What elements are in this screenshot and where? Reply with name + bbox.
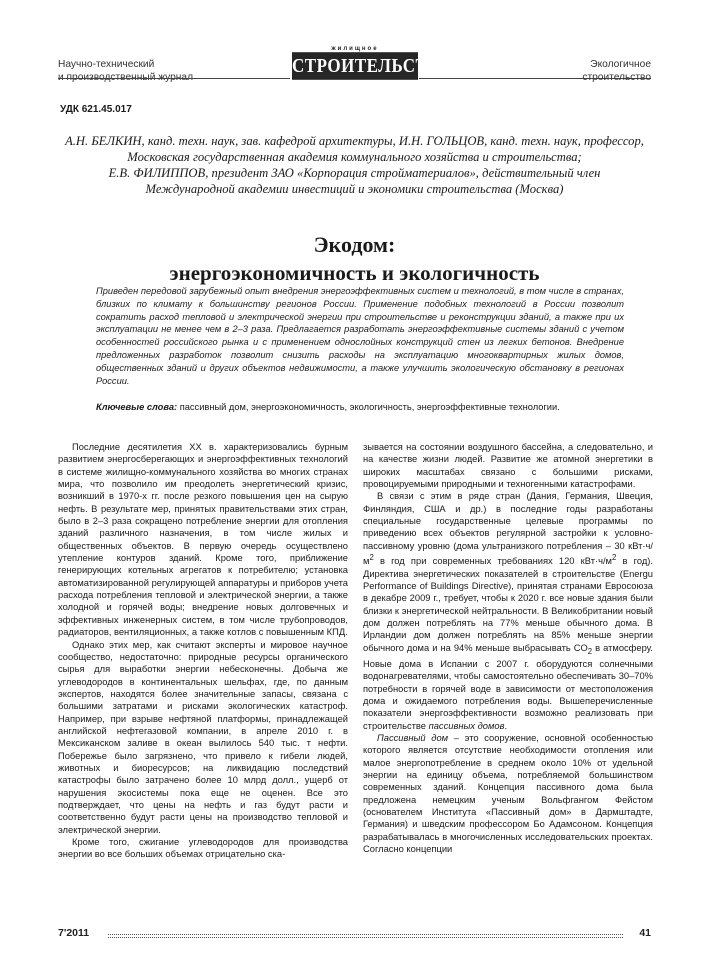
text-run: . (504, 720, 508, 731)
footer-rule (108, 934, 623, 938)
body-paragraph (363, 490, 653, 732)
superscript: 2 (611, 553, 617, 563)
page-number: 41 (639, 927, 651, 939)
journal-header (58, 44, 651, 92)
author-goltsov-name: И.Н. ГОЛЬЦОВ, (398, 134, 488, 148)
logo-small-text: жилищное (331, 46, 379, 52)
authors-line1 (40, 133, 669, 149)
issue-number: 7'2011 (58, 927, 90, 939)
section-name (582, 58, 651, 84)
text-run: – это сооружение, основной особенностью которого является отсутствие необходимости отопления или малое энергопотребление в среднем около 10% от удельной энергии на единицу объема, потребляемой большинством современных зданий. Концепция пассивного дома была предложена немецким ученым Вольфгангом Фейстом (основателем Института «Пассивный дом» в Дармштадте, Германия) и шведским профессором Бо Адамсоном. Концепция разрабатывалась в многочисленных исследовательских проектах. Согласно концепции (363, 732, 653, 854)
page-footer (58, 927, 651, 943)
body-column-right (363, 441, 653, 855)
text-run: В связи с этим в ряде стран (Дания, Германия, Швеция, Финляндия, США и др.) в последние годы разработаны специальные государственные целевые программы по приведению всех объектов регулярной застройки к условно-пассивному уровню (дома ультранизкого потребления – 30 кВт·ч/м (363, 491, 653, 567)
emphasis: Пассивный дом (377, 732, 449, 743)
text-run: в год). Директива энергетических показателей в строительстве (Energu Performance of Buildings Directive), принятая странами Евросоюза в декабре 2009 г., требует, чтобы к 2020 г. все новые здания были близки к энергетической нейтральности. В Великобритании новый дом должен потреблять на 77% меньше обычного дома. В Ирландии дом должен потреблять на 85% меньше энергии обычного дома и на 94% меньше выбрасывать CO (363, 556, 654, 653)
body-paragraph: Кроме того, сжигание углеводородов для производства энергии во все больших объемах отрицательно ска- (58, 837, 348, 860)
body-column-left (58, 441, 348, 861)
udc-code: УДК 621.45.017 (60, 104, 132, 115)
keywords (96, 401, 626, 413)
authors-affiliation1: Московская государственная академия коммунального хозяйства и строительства; (127, 150, 582, 164)
text-run: в год при современных требованиях 120 кВт·ч/м (373, 556, 612, 567)
author-filippov-desc: президент ЗАО «Корпорация стройматериалов», действительный член (208, 166, 601, 180)
logo-main-text: СТРОИТЕЛЬСТВО (292, 52, 418, 80)
section-name-line1: Экологичное (590, 59, 651, 70)
author-belkin-name: А.Н. БЕЛКИН, (65, 134, 145, 148)
subscript: 2 (587, 646, 593, 656)
author-goltsov-desc: канд. техн. наук, профессор, (487, 134, 644, 148)
keywords-label: Ключевые слова: (96, 402, 178, 412)
authors-block (40, 133, 669, 197)
body-paragraph: зывается на состоянии воздушного бассейна, а следовательно, и на качестве жизни людей. Развитие же атомной энергетики в широких масштабах связано с большими рисками, провоцируемыми природными и техногенными катастрофами. (363, 442, 653, 490)
text-run: в атмосферу. Новые дома в Испании с 2007 г. оборудуются солнечными водонагревателями, чтобы самостоятельно обеспечивать 30–70% потребности в горячей воде в зависимости от местоположения дома и ожидаемого потребления воды. Вышеперечисленные показатели энергоэффективности возможно реализовать при строительстве (363, 642, 653, 731)
abstract: Приведен передовой зарубежный опыт внедрения энергоэффективных систем и технологий, в том числе в странах, близких по климату к большинству регионов России. Применение подобных технологий в России позволит сократить расход тепловой и электрической энергии при строительстве и реконструкции зданий, а также при их эксплуатации не менее чем в 2–3 раза. Предлагается разработать энергоэффективные системы зданий с учетом особенностей российского рынка и с применением однослойных конструкций стен из легких бетонов. Внедрение предложенных разработок позволит снизить расходы на эксплуатацию многоквартирных жилых домов, общественных зданий и других объектов недвижимости, а также улучшить экологическую обстановку в регионах России. (96, 286, 624, 386)
author-belkin-desc: канд. техн. наук, зав. кафедрой архитектуры, (144, 134, 399, 148)
section-name-line2: строительство (582, 72, 651, 83)
journal-logo (292, 46, 453, 78)
journal-subtitle-line1: Научно-технический (58, 59, 155, 70)
superscript: 2 (369, 553, 374, 563)
emphasis: пассивных домов (428, 720, 505, 731)
article-title-line1: Экодом: (313, 232, 396, 257)
journal-subtitle (58, 58, 193, 84)
article-title-line2: энергоэкономичность и экологичность (169, 261, 540, 285)
author-filippov-name: Е.В. ФИЛИППОВ, (108, 166, 209, 180)
article-title (0, 231, 709, 287)
body-paragraph: Последние десятилетия XX в. характеризовались бурным развитием энергосберегающих и энергоэффективных технологий в системе жилищно-коммунального хозяйства во многих странах мира, что позволило им преодолеть энергетический кризис, возникший в 1970-х гг. после резкого повышения цен на сырую нефть. В результате мер, принятых правительствами этих стран, было в 2–3 раза сокращено потребление энергии для отопления зданий различного назначения, в том числе жилых и общественных объектов. В первую очередь осуществлено утепление контуров зданий. Кроме того, приближение генерирующих котельных агрегатов к потребителю; установка автоматизированной регулирующей аппаратуры и приборов учета расхода потребления тепловой и электрической энергии, а также холодной и горячей воды; внедрение новых долговечных и эффективных инженерных систем, в том числе трубопроводов, радиаторов, вентиляционных, а также котлов с повышенным КПД. (58, 442, 348, 638)
body-paragraph (363, 732, 653, 855)
keywords-text: пассивный дом, энергоэкономичность, экологичность, энергоэффективные технологии. (177, 402, 560, 412)
authors-line3 (40, 165, 669, 181)
body-paragraph: Однако этих мер, как считают эксперты и мировое научное сообщество, недостаточно: природные ресурсы органического сырья для выработки энергии небесконечны. Добыча же углеводородов в континентальных шельфах, где, по данным экспертов, находятся более значительные запасы, связана с большими затратами и рисками экологических катастроф. Например, при взрыве нефтяной платформы, принадлежащей английской нефтегазовой компании, в апреле 2010 г. в Мексиканском заливе в океан вылилось 540 тыс. т нефти. Побережье было загрязнено, что привело к гибели людей, животных и биоресурсов; на ликвидацию последствий катастрофы было затрачено более 10 млрд долл., ущерб от нарушения экосистемы пока еще не оценен. Все это подтверждает, что цены на нефть и газ будут расти и соответственно будут расти цены на производство тепловой и электрической энергии. (58, 639, 348, 835)
authors-affiliation2: Международной академии инвестиций и экономики строительства (Москва) (145, 182, 564, 196)
header-rule-left (58, 78, 290, 79)
